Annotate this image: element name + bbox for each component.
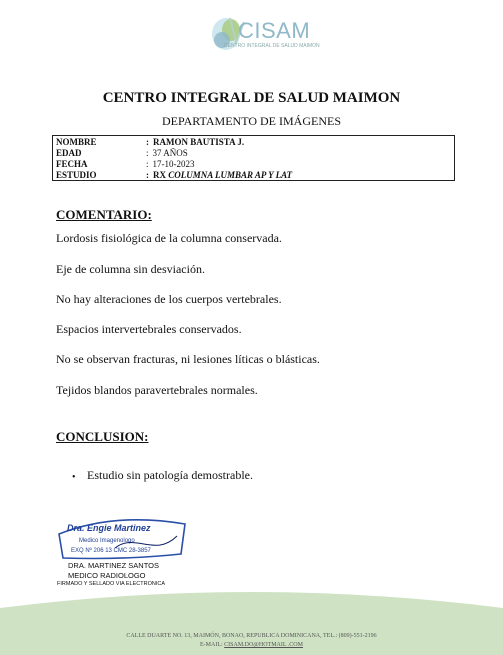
study-date-value: 17-10-2023: [152, 159, 195, 169]
comment-heading: COMENTARIO:: [56, 207, 152, 222]
document-title: CENTRO INTEGRAL DE SALUD MAIMON: [102, 90, 401, 106]
finding-paragraph: Espacios intervertebrales conservados.: [56, 322, 242, 336]
finding-paragraph: Eje de columna sin desviación.: [56, 262, 205, 276]
stamp-line-title: Medico Imagenologo: [79, 538, 135, 544]
signer-title: MEDICO RADIOLOGO: [68, 571, 146, 580]
field-label: NOMBRE: [56, 137, 97, 147]
bullet-icon: •: [72, 472, 76, 483]
finding-paragraph: Lordosis fisiológica de la columna conservada.: [56, 231, 282, 245]
signature-note: FIRMADO Y SELLADO VIA ELECTRONICA: [57, 581, 165, 587]
finding-paragraph: No se observan fracturas, ni lesiones líticas o blásticas.: [56, 352, 320, 366]
field-label: FECHA: [56, 159, 88, 169]
footer-email-link[interactable]: CISAM.DO@HOTMAIL .COM: [224, 642, 303, 648]
finding-paragraph: Tejidos blandos paravertebrales normales.: [56, 383, 258, 397]
logo-subtitle: CENTRO INTEGRAL DE SALUD MAIMON: [224, 43, 320, 49]
conclusion-heading: CONCLUSION:: [56, 429, 149, 444]
field-value: : RX COLUMNA LUMBAR AP Y LAT: [146, 170, 293, 180]
patient-age-value: 37 AÑOS: [152, 148, 188, 158]
field-value: : 17-10-2023: [146, 159, 195, 169]
stamp-line-credentials: EXQ Nº 206 13 CMC 28-3857: [71, 548, 151, 554]
study-type-prefix: RX: [153, 170, 166, 180]
signature-stamp: [55, 514, 190, 562]
field-label: EDAD: [56, 148, 82, 158]
field-value: : 37 AÑOS: [146, 148, 188, 158]
footer-email-line: [0, 642, 503, 648]
conclusion-item: Estudio sin patología demostrable.: [87, 468, 253, 482]
department-name: DEPARTAMENTO DE IMÁGENES: [162, 114, 341, 128]
field-value: : RAMON BAUTISTA J.: [146, 137, 245, 147]
signer-block: [68, 561, 159, 581]
logo-wordmark: CISAM: [238, 18, 311, 43]
footer-email-label: E-MAIL:: [200, 642, 223, 648]
field-label: ESTUDIO: [56, 170, 97, 180]
patient-info-box: [52, 135, 455, 181]
footer-address: CALLE DUARTE NO. 13, MAIMÓN, BONAO, REPUBLICA DOMINICANA, TEL.: (809)-551-2196: [126, 633, 377, 639]
signer-name: DRA. MARTINEZ SANTOS: [68, 561, 159, 570]
stamp-line-name: Dra. Engie Martinez: [67, 523, 151, 533]
finding-paragraph: No hay alteraciones de los cuerpos vertebrales.: [56, 292, 282, 306]
patient-name-value: RAMON BAUTISTA J.: [153, 137, 245, 147]
study-type-value: COLUMNA LUMBAR AP Y LAT: [168, 170, 293, 180]
